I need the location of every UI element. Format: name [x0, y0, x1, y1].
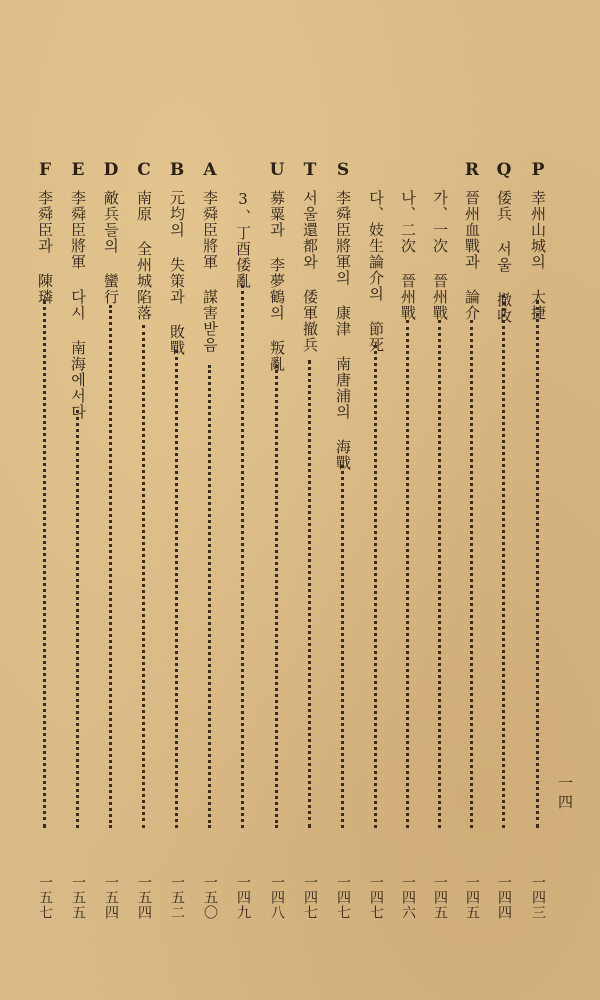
- entry-page-number: 一五二: [169, 875, 185, 920]
- entry-page-number: 一四四: [496, 875, 512, 920]
- entry-title: 다、妓生論介의 節死: [367, 190, 385, 353]
- entry-page-number: 一四七: [335, 875, 351, 920]
- dot-leader: [374, 345, 381, 828]
- entry-title: 李舜臣將軍 다시 南海에서다: [69, 190, 87, 420]
- entry-title: 倭兵 서울 撤收: [495, 190, 513, 324]
- dot-leader: [43, 300, 50, 828]
- entry-letter: F: [38, 160, 52, 180]
- dot-leader: [109, 305, 116, 828]
- entry-page-number: 一五四: [103, 875, 119, 920]
- toc-entry: [363, 160, 389, 920]
- dot-leader: [208, 365, 215, 828]
- dot-leader: [341, 465, 348, 828]
- entry-letter: U: [269, 160, 285, 180]
- entry-title: 서울還都와 倭軍撤兵: [301, 190, 319, 353]
- entry-letter: R: [464, 160, 480, 180]
- entry-title: 幸州山城의 大捷: [529, 190, 547, 321]
- entry-page-number: 一四七: [302, 875, 318, 920]
- toc-entry: [491, 160, 517, 920]
- toc-entry: [230, 160, 256, 920]
- entry-title: 元均의 失策과 敗戰: [168, 190, 186, 356]
- toc-entry: [459, 160, 485, 920]
- toc-entry: [65, 160, 91, 920]
- dot-leader: [76, 410, 83, 828]
- entry-page-number: 一四三: [530, 875, 546, 920]
- entry-title: 3、丁酉倭亂: [234, 190, 252, 289]
- dot-leader: [536, 300, 543, 828]
- dot-leader: [175, 350, 182, 828]
- entry-page-number: 一四八: [269, 875, 285, 920]
- entry-title: 나、二次 晉州戰: [399, 190, 417, 321]
- dot-leader: [502, 295, 509, 828]
- toc-entry: [330, 160, 356, 920]
- entry-letter: T: [303, 160, 317, 180]
- entry-letter: S: [336, 160, 350, 180]
- dot-leader: [275, 365, 282, 828]
- toc-entry: [197, 160, 223, 920]
- dot-leader: [142, 325, 149, 828]
- dot-leader: [470, 320, 477, 828]
- entry-page-number: 一五五: [70, 875, 86, 920]
- toc-entry: [395, 160, 421, 920]
- toc-entry: [297, 160, 323, 920]
- toc-entry: [32, 160, 58, 920]
- toc-entry: [98, 160, 124, 920]
- dot-leader: [241, 285, 248, 828]
- entry-title: 募粟과 李夢鶴의 叛亂: [268, 190, 286, 372]
- entry-page-number: 一四七: [368, 875, 384, 920]
- dot-leader: [308, 360, 315, 828]
- entry-title: 李舜臣과 陳璘: [36, 190, 54, 305]
- entry-title: 李舜臣將軍 謀害받음: [201, 190, 219, 353]
- entry-page-number: 一四九: [235, 875, 251, 920]
- toc-entry: [131, 160, 157, 920]
- entry-letter: A: [203, 160, 217, 180]
- dot-leader: [406, 320, 413, 828]
- entry-title: 가、一次 晉州戰: [431, 190, 449, 321]
- entry-letter: Q: [496, 160, 512, 180]
- toc-entry: [164, 160, 190, 920]
- entry-page-number: 一四五: [464, 875, 480, 920]
- entry-title: 南原 全州城陷落: [135, 190, 153, 321]
- entry-page-number: 一五〇: [202, 875, 218, 920]
- entry-letter: D: [103, 160, 119, 180]
- toc-entry: [427, 160, 453, 920]
- entry-page-number: 一四五: [432, 875, 448, 920]
- entry-title: 晉州血戰과 論介: [463, 190, 481, 321]
- entry-letter: B: [169, 160, 185, 180]
- dot-leader: [438, 320, 445, 828]
- entry-page-number: 一五四: [136, 875, 152, 920]
- entry-page-number: 一四六: [400, 875, 416, 920]
- toc-entry: [525, 160, 551, 920]
- page-folio: 一四: [556, 775, 574, 813]
- entry-page-number: 一五七: [37, 875, 53, 920]
- entry-letter: C: [137, 160, 151, 180]
- toc-entry: [264, 160, 290, 920]
- entry-title: 李舜臣將軍의 康津 南唐浦의 海戰: [334, 190, 352, 471]
- entry-title: 敵兵들의 蠻行: [102, 190, 120, 305]
- entry-letter: E: [71, 160, 85, 180]
- entry-letter: P: [531, 160, 545, 180]
